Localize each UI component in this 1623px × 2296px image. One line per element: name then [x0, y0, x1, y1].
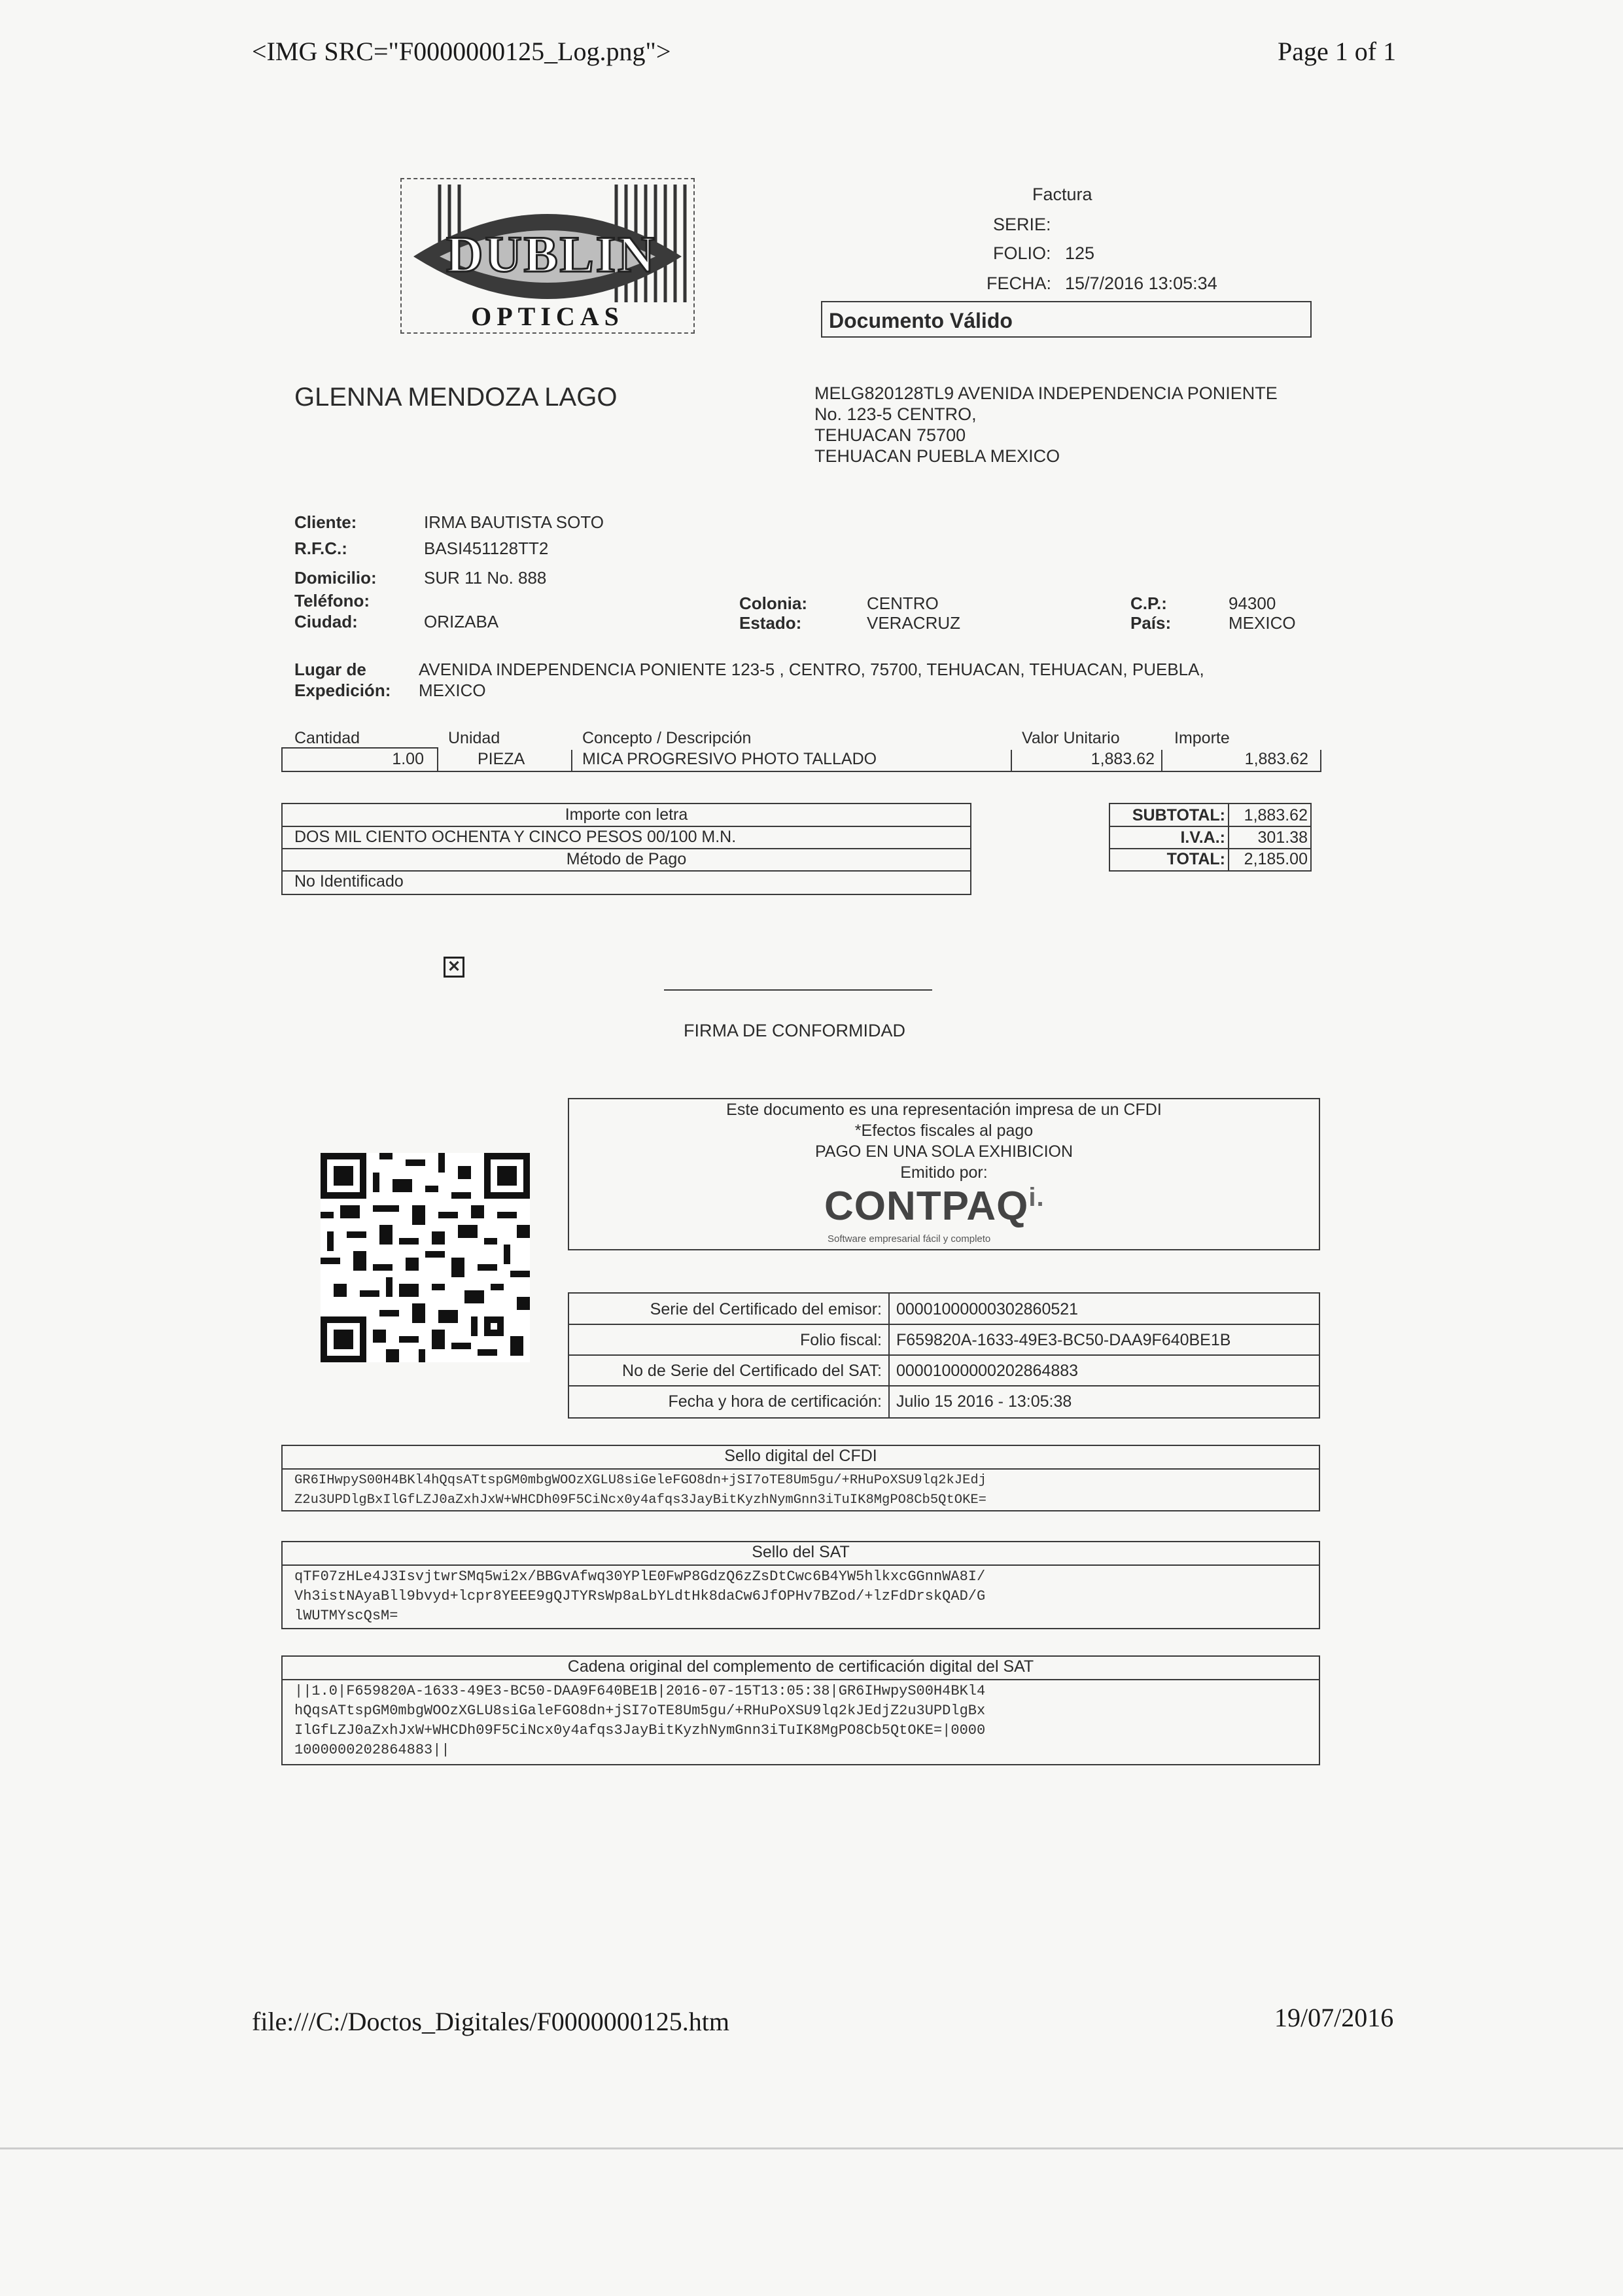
contpaq-logo: $CONTPAQ^{i.}$	[824, 1183, 1045, 1229]
iva-label: I.V.A.:	[1180, 828, 1225, 847]
file-url: file:///C:/Doctos_Digitales/F0000000125.htm	[252, 2007, 729, 2036]
img-src-header: <IMG SRC="F0000000125_Log.png">	[252, 37, 671, 66]
print-date: 19/07/2016	[1274, 2003, 1394, 2032]
cfdi-box	[568, 1098, 1320, 1250]
dublin-logo	[400, 178, 695, 334]
cert-table	[568, 1292, 1320, 1419]
estado-value: VERACRUZ	[867, 613, 961, 633]
doc-type: Factura	[1032, 185, 1092, 204]
col-header-valor-unitario: Valor Unitario	[1022, 729, 1120, 747]
cert-label-folio-fiscal: Folio fiscal:	[799, 1331, 882, 1349]
cadena-title: Cadena original del complemento de certificación digital del SAT	[567, 1657, 1034, 1676]
cfdi-line3: PAGO EN UNA SOLA EXHIBICION	[814, 1142, 1073, 1161]
lugar-value-1: AVENIDA INDEPENDENCIA PONIENTE 123-5 , CENTRO, 75700, TEHUACAN, TEHUACAN, PUEBLA,	[419, 660, 1204, 679]
col-header-unidad: Unidad	[448, 729, 500, 747]
totals-box	[1109, 803, 1312, 872]
telefono-label: Teléfono:	[294, 591, 370, 610]
ciudad-value: ORIZABA	[424, 612, 499, 631]
emisor-address: MELG820128TL9 AVENIDA INDEPENDENCIA PONIENTE No. 123-5 CENTRO, TEHUACAN 75700 TEHUACAN PUEBLA MEXICO	[814, 383, 1278, 466]
pais-label: País:	[1130, 613, 1172, 633]
cp-value: 94300	[1229, 593, 1276, 613]
cert-value-folio-fiscal: F659820A-1633-49E3-BC50-DAA9F640BE1B	[896, 1331, 1231, 1349]
sello-cfdi-title: Sello digital del CFDI	[724, 1447, 877, 1465]
contpaq-tagline: Software empresarial fácil y completo	[828, 1233, 991, 1245]
iva-value: 301.38	[1257, 828, 1308, 847]
metodo-pago-label: Método de Pago	[566, 850, 687, 868]
cert-label-fecha: Fecha y hora de certificación:	[668, 1392, 882, 1411]
col-header-concepto: Concepto / Descripción	[582, 729, 752, 747]
sello-sat-text: qTF07zHLe4J3IsvjtwrSMq5wi2x/BBGvAfwq30YPlE0FwP8GdzQ6zZsDtCwc6B4YW5hlkxcGGnnWA8I/ Vh3istNAyaBll9bvyd+lcpr8YEEE9gQJTYRsWp8aLbYLdtHk8daCw6JfOPHv7BZod/+lzFdDrskQAD/G lWUTMYscQsM=	[294, 1568, 986, 1624]
subtotal-value: 1,883.62	[1244, 806, 1308, 824]
row-valor-unitario: 1,883.62	[1091, 750, 1155, 768]
cadena-text: ||1.0|F659820A-1633-49E3-BC50-DAA9F640BE1B|2016-07-15T13:05:38|GR6IHwpyS00H4BKl4 hQqsATtspGM0mbgWOOzXGLU8siGaleFGO8dn+jSI7oTE8Um5gu/+RHuPoXSU9lq2kJEdjZ2u3UPDlgBx IlGfLZJ0aZxhJxW+WHCDh09F5CiNcx0y4afqs3JayBitKyzhNymGnn3iTuIK8MgPO8Cb5QtOKE=|0000 1000000202864883||	[294, 1683, 986, 1758]
domicilio-label: Domicilio:	[294, 568, 377, 588]
cadena-box	[281, 1655, 1320, 1765]
ciudad-label: Ciudad:	[294, 612, 358, 631]
logo-sub: OPTICAS	[471, 302, 624, 331]
subtotal-label: SUBTOTAL:	[1132, 806, 1225, 824]
lugar-value-2: MEXICO	[419, 680, 486, 700]
cliente-value: IRMA BAUTISTA SOTO	[424, 512, 604, 532]
importe-letra-label: Importe con letra	[565, 805, 688, 824]
cert-value-fecha: Julio 15 2016 - 13:05:38	[896, 1392, 1072, 1411]
firma-label: FIRMA DE CONFORMIDAD	[684, 1021, 906, 1040]
colonia-value: CENTRO	[867, 593, 939, 613]
fecha-value: 15/7/2016 13:05:34	[1065, 274, 1217, 293]
total-label: TOTAL:	[1166, 850, 1225, 868]
sello-sat-title: Sello del SAT	[752, 1543, 850, 1561]
col-header-importe: Importe	[1174, 729, 1230, 747]
sello-cfdi-box	[281, 1445, 1320, 1511]
status-badge: Documento Válido	[829, 309, 1013, 332]
rfc-value: BASI451128TT2	[424, 539, 549, 558]
cert-value-serie-emisor: 00001000000302860521	[896, 1300, 1079, 1318]
metodo-pago-value: No Identificado	[294, 872, 404, 891]
fecha-label: FECHA:	[986, 274, 1052, 293]
cliente-label: Cliente:	[294, 512, 357, 532]
colonia-label: Colonia:	[739, 593, 807, 613]
emisor-name: GLENNA MENDOZA LAGO	[294, 383, 618, 412]
sello-sat-box	[281, 1541, 1320, 1629]
domicilio-value: SUR 11 No. 888	[424, 568, 547, 588]
pais-value: MEXICO	[1229, 613, 1296, 633]
serie-label: SERIE:	[993, 215, 1051, 234]
folio-value: 125	[1065, 243, 1095, 263]
page-number: Page 1 of 1	[1278, 37, 1397, 66]
row-cantidad: 1.00	[392, 750, 424, 768]
signature-line	[664, 989, 932, 991]
importe-box	[281, 803, 971, 895]
lugar-label-1: Lugar de	[294, 660, 366, 679]
importe-letra-value: DOS MIL CIENTO OCHENTA Y CINCO PESOS 00/100 M.N.	[294, 828, 737, 846]
logo-brand: DUBLIN	[446, 226, 657, 283]
scan-edge	[0, 2147, 1623, 2149]
cp-label: C.P.:	[1130, 593, 1167, 613]
row-unidad: PIEZA	[478, 750, 525, 768]
cert-label-serie-emisor: Serie del Certificado del emisor:	[650, 1300, 882, 1318]
sello-cfdi-text: GR6IHwpyS00H4BKl4hQqsATtspGM0mbgWOOzXGLU8siGeleFGO8dn+jSI7oTE8Um5gu/+RHuPoXSU9lq2kJEdj Z2u3UPDlgBxIlGfLZJ0aZxhJxW+WHCDh09F5CiNcx0y4afqs3JayBitKyzhNymGnn3iTuIK8MgPO8Cb5QtOKE=	[294, 1473, 986, 1508]
estado-label: Estado:	[739, 613, 802, 633]
total-value: 2,185.00	[1244, 850, 1308, 868]
qr-code	[321, 1153, 530, 1362]
cfdi-line1: Este documento es una representación impresa de un CFDI	[726, 1101, 1162, 1119]
lugar-label-2: Expedición:	[294, 680, 391, 700]
cfdi-line2: *Efectos fiscales al pago	[854, 1122, 1034, 1140]
cert-label-serie-sat: No de Serie del Certificado del SAT:	[622, 1362, 882, 1380]
cfdi-line4: Emitido por:	[900, 1163, 988, 1182]
folio-label: FOLIO:	[993, 243, 1051, 263]
status-box	[821, 301, 1312, 338]
conformidad-checkbox[interactable]: ✕	[444, 957, 464, 978]
rfc-label: R.F.C.:	[294, 539, 347, 558]
row-importe: 1,883.62	[1244, 750, 1308, 768]
cert-value-serie-sat: 00001000000202864883	[896, 1362, 1079, 1380]
row-concepto: MICA PROGRESIVO PHOTO TALLADO	[582, 750, 877, 768]
col-header-cantidad: Cantidad	[294, 729, 360, 747]
